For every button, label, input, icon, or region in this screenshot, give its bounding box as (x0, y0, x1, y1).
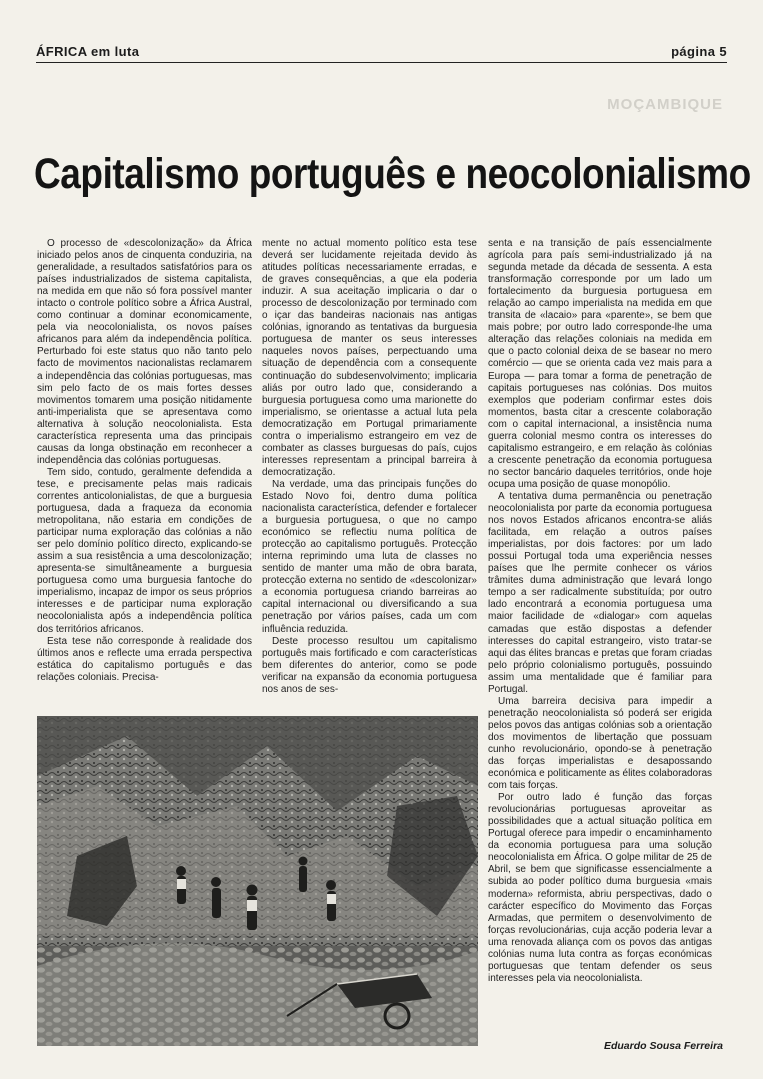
article-title: Capitalismo português e neocolonialismo (34, 150, 751, 198)
paragraph: Esta tese não corresponde à realidade dos últimos anos e reflecte uma errada perspectiva estática do capitalismo português e das relações coloniais. Precisa- (37, 635, 252, 683)
paragraph: Por outro lado é função das forças revolucionárias portuguesas aproveitar as possibilidades que a actual situação política em Portugal oferece para impedir o encaminhamento da economia portuguesa para uma solução neocolonialista em África. O golpe militar de 25 de Abril, se bem que significasse essencialmente a subida ao poder político duma burguesia «mais moderna» reformista, abriu perspectivas, dado o carácter específico do Movimento das Forças Armadas, que permitem o desenvolvimento de forças revolucionárias, cuja acção poderia levar a uma renovada aliança com os povos das antigas colónias numa luta contra as forças económicas portuguesas que tentam defender os seus interesses pela via neocolonialista. (488, 792, 712, 984)
mining-photo (37, 716, 478, 1046)
paragraph: Deste processo resultou um capitalismo português mais fortificado e com características bem diferentes do anterior, como se pode verificar na expansão da economia portuguesa nos anos de ses- (262, 635, 477, 695)
author-signature: Eduardo Sousa Ferreira (603, 1040, 723, 1052)
bleed-through-text: MOÇAMBIQUE (607, 96, 723, 113)
article-column-1 (37, 238, 252, 708)
paragraph: Tem sido, contudo, geralmente defendida a tese, e precisamente pelas mais radicais correntes anticolonialistas, de que a burguesia portuguesa, dada a fraqueza da economia metropolitana, não estaria em condições de participar numa exploração das colónias a não ser pelo domínio político directo, explicando-se assim a sua resistência a uma descolonização; apresenta-se simultâneamente a burguesia portuguesa como uma burguesia fantoche do imperialismo, incapaz de impor os seus próprios interesses e de participar numa exploração neocolonialista após a independência política dos territórios africanos. (37, 466, 252, 635)
paragraph: A tentativa duma permanência ou penetração neocolonialista por parte da economia portuguesa nos novos Estados africanos encontra-se aliás facilitada, em relação a outros países imperialistas, por dois factores: por um lado possui Portugal toda uma experiência nesses países que lhe permite conhecer os vários trâmites duma administração que levará longo tempo a ser radicalmente substituída; por outro lado encontrará a economia portuguesa uma maior facilidade de «dialogar» com aquelas camadas que estão dispostas a defender interesses do capital estrangeiro, visto tratar-se aqui das élites brancas e pretas que foram criadas pelo próprio colonialismo português, possuindo assim uma mentalidade que é familiar para Portugal. (488, 490, 713, 695)
paragraph: mente no actual momento político esta tese deverá ser lucidamente rejeitada devido às atitudes políticas necessariamente erradas, e de graves consequências, a que ela poderia induzir. A sua aceitação implicaria o dar o processo de descolonização por terminado com o içar das bandeiras nacionais nas antigas colónias, ignorando as tentativas da burguesia portuguesa de manter os seus interesses naqueles novos países, perpectuando uma situação de dependência com a consequente continuação do subdesenvolvimento; implicaria aliás por outro lado que, considerando a burguesia portuguesa como uma marionette do imperialismo, se orientasse a actual luta pela democratização em Portugal primariamente contra o imperialismo estrangeiro em vez de combater as classes burguesas do país, cujos interesses representam a principal barreira à democratização. (262, 238, 477, 478)
page-number: página 5 (671, 44, 727, 59)
publication-name: ÁFRICA em luta (36, 44, 140, 59)
paragraph: O processo de «descolonização» da África iniciado pelos anos de cinquenta conduziria, na generalidade, a resultados satisfatórios para os países industrializados de sistema capitalista, na medida em que não só fora possível manter intacto o controle político sobre a África Austral, como continuar a dominar economicamente, pela via neocolonialista, os novos países africanos para além da independência política. Perturbado foi este status quo não tanto pelo facto de movimentos nacionalistas reclamarem a independência das colónias portuguesas, mas sim pelo facto de os mais fortes desses movimentos tomarem uma posição nitidamente anti-imperialista que se apresentava como alternativa à solução neocolonialista. Esta característica representa uma das principais causas da longa obstinação em reconhecer a independência das colónias portuguesas. (37, 238, 252, 466)
article-column-3 (488, 238, 712, 1028)
page-header (36, 40, 727, 63)
paragraph: Uma barreira decisiva para impedir a penetração neocolonialista só poderá ser erigida pelos povos das antigas colónias sob a orientação dos movimentos de libertação que possuam cunho revolucionário, opondo-se à penetração das forças imperialistas e desapossando económica e politicamente as élites colaboradoras com tais forças. (488, 695, 713, 792)
paragraph: senta e na transição de país essencialmente agrícola para país semi-industrializado já na segunda metade da década de sessenta. A esta transformação corresponde por um lado um fortalecimento da burguesia portuguesa em relação ao campo imperialista na medida em que transita de «lacaio» para «parente», se bem que mais pobre; por outro lado corresponde-lhe uma alteração das relações coloniais na medida em que o pacto colonial deixa de se basear no mero comércio — que se orienta cada vez mais para a Europa — para tomar a forma de penetração de capitais portugueses nas colónias. Dos muitos exemplos que poderiam confirmar estes dois momentos, basta citar a crescente colaboração com o capital internacional, a insistência numa guerra colonial mesmo contra os interesses do capitalismo estrangeiro, e em relação às colónias a crescente penetração da economia portuguesa no sector bancário daqueles territórios, onde hoje ocupa uma posição de quase monopólio. (488, 238, 712, 490)
article-column-2 (262, 238, 477, 708)
paragraph: Na verdade, uma das principais funções do Estado Novo foi, dentro duma política nacionalista característica, defender e fortalecer a burguesia portuguesa, o que no campo económico se reflectiu numa política de protecção ao capitalismo português. Protecção interna reprimindo uma luta de classes no sentido de manter uma mão de obra barata, protecção externa no sentido de «descolonizar» a economia portuguesa criando barreiras ao capital internacional ou diversificando a sua penetração por vários países, cada um com influência reduzida. (262, 478, 477, 635)
quarry-workers-image (37, 716, 478, 1046)
